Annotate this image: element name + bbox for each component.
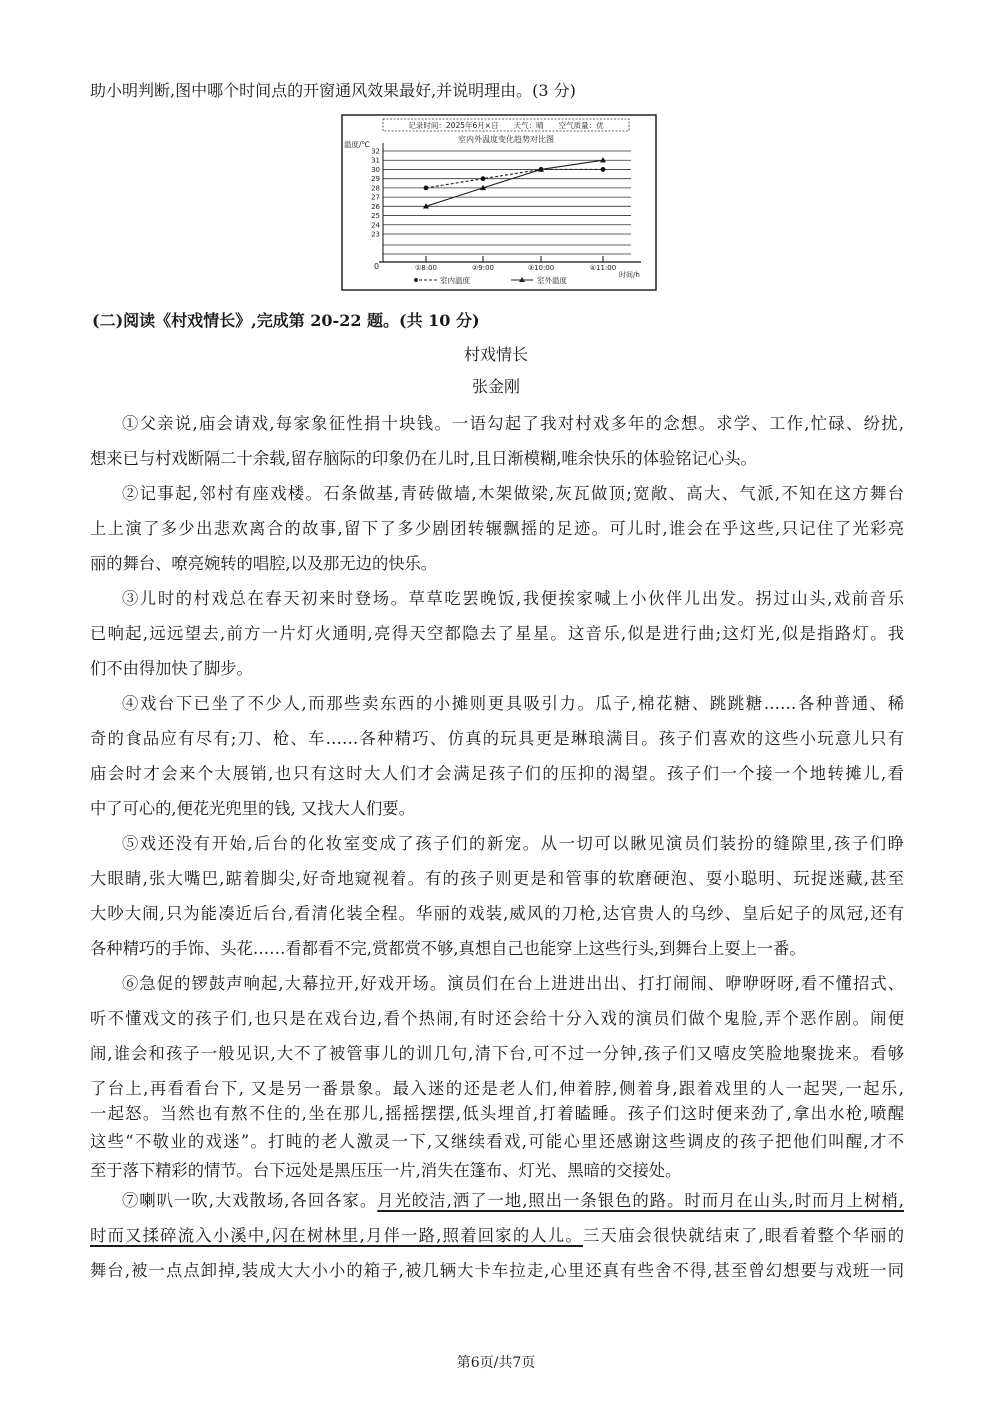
- legend-indoor-marker: [414, 278, 418, 282]
- x-axis-label: 时间/h: [619, 271, 640, 279]
- article-title: 村戏情长: [463, 345, 528, 364]
- x-tick-label: ④11:00: [589, 264, 617, 272]
- y-origin-label: 0: [374, 262, 380, 271]
- paragraph-5-line-1: ⑤戏还没有开始,后台的化妆室变成了孩子们的新宠。从一切可以瞅见演员们装扮的缝隙里,孩子们睁: [122, 834, 904, 853]
- paragraph-4-line-3: 庙会时才会来个大展销,也只有这时大人们才会满足孩子们的压抑的渴望。孩子们一个接一个地转摊儿,看: [90, 764, 904, 783]
- y-tick-label: 29: [371, 175, 380, 184]
- paragraph-6-line-6: 这些“不敬业的戏迷”。打盹的老人激灵一下,又继续看戏,可能心里还感谢这些调皮的孩子把他们叫醒,才不: [90, 1132, 904, 1151]
- y-tick-label: 23: [371, 230, 380, 239]
- paragraph-2-line-3: 丽的舞台、嘹亮婉转的唱腔,以及那无边的快乐。: [90, 554, 438, 573]
- y-tick-label: 30: [371, 165, 380, 174]
- legend-outdoor-label: 室外温度: [537, 276, 567, 285]
- paragraph-3-line-1: ③儿时的村戏总在春天初来时登场。草草吃罢晚饭,我便挨家喊上小伙伴儿出发。拐过山头,戏前音乐: [122, 589, 904, 608]
- question-tail: 助小明判断,图中哪个时间点的开窗通风效果最好,并说明理由。(3 分): [90, 81, 576, 100]
- y-tick-labels: [371, 148, 380, 239]
- paragraph-3-line-2: 已响起,远远望去,前方一片灯火通明,亮得天空都隐去了星星。这音乐,似是进行曲;这灯光,似是指路灯。我: [90, 624, 904, 643]
- paragraph-4-line-2: 奇的食品应有尽有;刀、枪、车……各种精巧、仿真的玩具更是琳琅满目。孩子们喜欢的这些小玩意儿只有: [90, 729, 904, 748]
- paragraph-3-line-3: 们不由得加快了脚步。: [90, 659, 253, 678]
- y-axis-label: 温度/℃: [344, 140, 370, 149]
- paragraph-6-line-3: 闹,谁会和孩子一般见识,大不了被管事儿的训几句,清下台,可不过一分钟,孩子们又嘻皮笑脸地聚拢来。看够: [90, 1044, 904, 1063]
- y-tick-label: 24: [371, 221, 380, 230]
- paragraph-6-line-1: ⑥急促的锣鼓声响起,大幕拉开,好戏开场。演员们在台上进进出出、打打闹闹、咿咿呀呀,看不懂招式、: [122, 974, 904, 993]
- paragraph-6-line-5: 一起怒。当然也有熬不住的,坐在那儿,摇摇摆摆,低头埋首,打着瞌睡。孩子们这时便来劲了,拿出水枪,喷醒: [90, 1104, 904, 1123]
- paragraph-5-line-4: 各种精巧的手饰、头花……看都看不完,赏都赏不够,真想自己也能穿上这些行头,到舞台上耍上一番。: [90, 939, 806, 958]
- chart-header-note: 记录时间：2025年6月×日 天气：晴 空气质量：优: [408, 121, 604, 130]
- para7-line-2: [90, 1222, 904, 1246]
- y-tick-label: 28: [371, 184, 380, 193]
- paragraph-2-line-1: ②记事起,邻村有座戏楼。石条做基,青砖做墙,木架做梁,灰瓦做顶;宽敞、高大、气派,不知在这方舞台: [122, 484, 904, 503]
- page-footer: 第6页/共7页: [456, 1355, 536, 1371]
- paragraph-5-line-3: 大吵大闹,只为能凑近后台,看清化装全程。华丽的戏装,威风的刀枪,达官贵人的乌纱、皇后妃子的凤冠,还有: [90, 904, 904, 923]
- para7-underlined-1: 月光皎洁,洒了一地,照出一条银色的路。时而月在山头,时而月上树梢,: [377, 1191, 904, 1210]
- para7-rest-2: 三天庙会很快就结束了,眼看着整个华丽的: [583, 1226, 904, 1245]
- paragraph-5-line-2: 大眼睛,张大嘴巴,踮着脚尖,好奇地窥视着。有的孩子则更是和管事的软磨硬泡、耍小聪明、玩捉迷藏,甚至: [90, 869, 904, 888]
- y-tick-label: 25: [371, 212, 380, 221]
- data-point-0-3: [601, 167, 606, 172]
- article-author: 张金刚: [471, 377, 520, 396]
- x-tick-label: ②9:00: [472, 264, 494, 272]
- y-tick-label: 27: [371, 193, 380, 202]
- chart-title: 室内外温度变化趋势对比图: [458, 135, 554, 144]
- paragraph-2-line-2: 上上演了多少出悲欢离合的故事,留下了多少剧团转辗飘摇的足迹。可儿时,谁会在乎这些,只记住了光彩亮: [90, 519, 904, 538]
- paragraph-4-line-4: 中了可心的,便花光兜里的钱, 又找大人们要。: [90, 799, 415, 818]
- y-tick-label: 32: [371, 147, 380, 156]
- y-tick-label: 26: [371, 202, 380, 211]
- para7-lead: ⑦喇叭一吹,大戏散场,各回各家。: [122, 1191, 378, 1210]
- data-point-0-1: [481, 176, 486, 181]
- legend-indoor-label: 室内温度: [440, 276, 470, 285]
- paragraph-6-line-7: 至于落下精彩的情节。台下远处是黑压压一片,消失在篷布、灯光、黑暗的交接处。: [90, 1161, 682, 1180]
- para7-line-3: 舞台,被一点点卸掉,装成大大小小的箱子,被几辆大卡车拉走,心里还真有些舍不得,甚至曾幻想要与戏班一同: [90, 1261, 904, 1280]
- para7-underlined-2: 时而又揉碎流入小溪中,闪在树林里,月伴一路,照着回家的人儿。: [90, 1226, 584, 1245]
- temperature-chart: [341, 114, 657, 291]
- paragraph-6-line-2: 听不懂戏文的孩子们,也只是在戏台边,看个热闹,有时还会给十分入戏的演员们做个鬼脸,弄个恶作剧。闹便: [90, 1009, 904, 1028]
- data-point-0-0: [424, 185, 429, 190]
- paragraph-1-line-1: ①父亲说,庙会请戏,每家象征性捐十块钱。一语勾起了我对村戏多年的念想。求学、工作,忙碌、纷扰,: [122, 414, 904, 433]
- paragraph-6-line-4: 了台上,再看看台下, 又是另一番景象。最入迷的还是老人们,伸着脖,侧着身,跟着戏里的人一起哭,一起乐,: [90, 1079, 904, 1098]
- paragraph-1-line-2: 想来已与村戏断隔二十余载,留存脑际的印象仍在儿时,且日渐模糊,唯余快乐的体验铭记心头。: [90, 449, 757, 468]
- para7-line-1: [122, 1187, 904, 1211]
- x-tick-label: ①8:00: [415, 264, 437, 272]
- x-tick-label: ③10:00: [527, 264, 555, 272]
- section-heading: (二)阅读《村戏情长》,完成第 20-22 题。(共 10 分): [92, 311, 480, 330]
- paragraph-4-line-1: ④戏台下已坐了不少人,而那些卖东西的小摊则更具吸引力。瓜子,棉花糖、跳跳糖……各种普通、稀: [122, 694, 904, 713]
- y-tick-label: 31: [371, 156, 380, 165]
